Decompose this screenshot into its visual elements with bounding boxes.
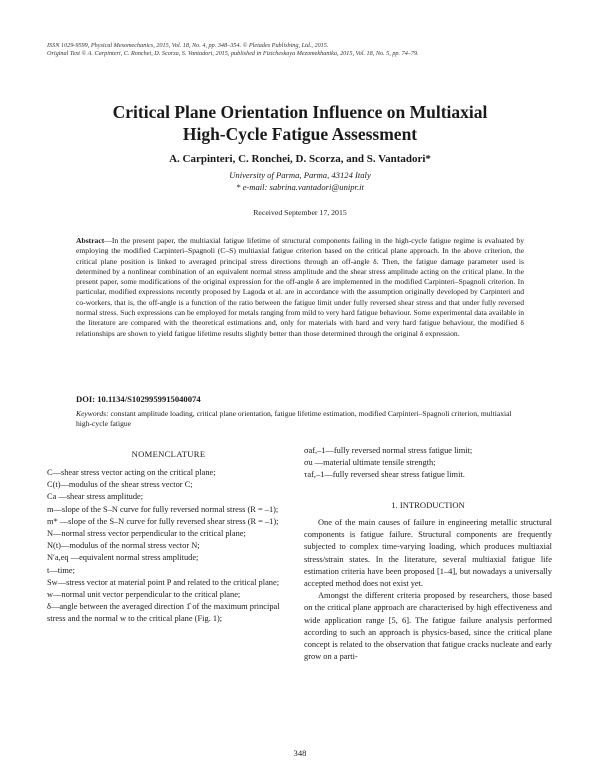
abstract <box>76 236 524 339</box>
symbol-list <box>304 445 552 482</box>
introduction-heading: 1. INTRODUCTION <box>391 500 465 510</box>
nomenclature-item: Sw—stress vector at material point P and related to the critical plane; <box>47 577 280 587</box>
paper-title-line-1: Critical Plane Orientation Influence on Multiaxial <box>112 102 488 122</box>
introduction-body <box>304 517 552 663</box>
nomenclature-item: C—shear stress vector acting on the critical plane; <box>47 468 216 477</box>
symbol-item: σu —material ultimate tensile strength; <box>304 458 436 468</box>
page-number: 348 <box>293 748 307 758</box>
nomenclature-item: m—slope of the S–N curve for fully reversed normal stress (R = –1); <box>47 504 279 514</box>
keywords-label: Keywords: <box>76 409 109 418</box>
affiliation: University of Parma, Parma, 43124 Italy <box>229 170 371 180</box>
nomenclature-item: δ—angle between the averaged direction 1̂ of the maximum principal stress and the normal w to the critical plane (Fig. 1); <box>47 602 280 624</box>
symbol-item: σaf,–1—fully reversed normal stress fatigue limit; <box>304 446 473 455</box>
received-date: Received September 17, 2015 <box>253 208 347 217</box>
author-email: * e-mail: sabrina.vantadori@unipr.it <box>236 182 364 192</box>
paper-title <box>60 101 540 145</box>
doi: DOI: 10.1134/S1029959915040074 <box>76 394 201 404</box>
nomenclature-item: m* —slope of the S–N curve for fully reversed shear stress (R = –1); <box>47 516 279 526</box>
journal-header-line-2: Original Text © A. Carpinteri, C. Ronchei, D. Scorza, S. Vantadori, 2015, published in Fizicheskaya Mezomekhanika, 2015, Vol. 18, No. 5, pp. 74–79. <box>47 50 419 57</box>
journal-header-line-1: ISSN 1029-9599, Physical Mesomechanics, 2015, Vol. 18, No. 4, pp. 348–354. © Pleiades Publishing, Ltd., 2015. <box>47 42 329 49</box>
authors: A. Carpinteri, C. Ronchei, D. Scorza, and S. Vantadori* <box>169 153 431 165</box>
abstract-label: Abstract <box>76 236 105 245</box>
nomenclature-item: C(t)—modulus of the shear stress vector C; <box>47 480 193 490</box>
nomenclature-item: Ca —shear stress amplitude; <box>47 492 144 502</box>
paper-title-line-2: High-Cycle Fatigue Assessment <box>182 124 418 144</box>
nomenclature-heading: NOMENCLATURE <box>131 449 206 459</box>
nomenclature-item: N′a,eq —equivalent normal stress amplitude; <box>47 553 199 563</box>
nomenclature-item: N(t)—modulus of the normal stress vector N; <box>47 541 200 551</box>
nomenclature-item: N—normal stress vector perpendicular to the critical plane; <box>47 529 246 539</box>
keywords-text: constant amplitude loading, critical plane orientation, fatigue lifetime estimation, modified Carpinteri–Spagnoli criterion, multiaxial high-cycle fatigue <box>76 409 512 429</box>
introduction-paragraph: One of the main causes of failure in engineering metallic structural components is fatigue failure. Structural components are frequently subjected to complex time-varying loading, which produces multiaxial stress/strain states. In the literature, several multiaxial fatigue life estimation criteria have been proposed [1–4], but nowadays a universally accepted method does not exist yet. <box>304 518 552 589</box>
introduction-paragraph: Amongst the different criteria proposed by researchers, those based on the critical plane approach are characterised by high effectiveness and wide application range [5, 6]. The fatigue failure analysis performed according to such an approach is physics-based, since the critical plane concept is related to the observation that fatigue cracks nucleate and early grow on a parti- <box>304 591 552 662</box>
keywords <box>76 409 524 430</box>
nomenclature-item: w—normal unit vector perpendicular to the critical plane; <box>47 590 241 600</box>
abstract-text: —In the present paper, the multiaxial fatigue lifetime of structural components failing in the high-cycle fatigue regime is evaluated by employing the modified Carpinteri–Spagnoli (C–S) multiaxial fatigue criterion based on the critical plane approach. In the above criterion, the critical plane position is linked to averaged principal stress directions through an off-angle δ. Then, the fatigue damage parameter used is determined by a nonlinear combination of an equivalent normal stress amplitude and the shear stress amplitude acting on the critical plane. In the present paper, some modifications of the original expression for the off-angle δ are implemented in the modified Carpinteri–Spagnoli criterion. In particular, modified expressions recently proposed by Lagoda et al. are in accordance with the assumption originally developed by Carpinteri and co-workers, that is, the off-angle is a function of the ratio between the fatigue limit under fully reversed shear stress and that under fully reversed normal stress. Such expressions can be employed for metals ranging from mild to very hard fatigue behaviour. Some experimental data available in the literature are compared with the theoretical estimations and, only for materials with hard and very hard fatigue behaviour, the modified δ relationships are shown to yield fatigue lifetime results slightly better than those determined through the original δ expression. <box>76 236 524 338</box>
nomenclature-item: t—time; <box>47 565 75 575</box>
symbol-item: τaf,–1—fully reversed shear stress fatigue limit. <box>304 470 465 480</box>
nomenclature-list <box>47 467 290 626</box>
